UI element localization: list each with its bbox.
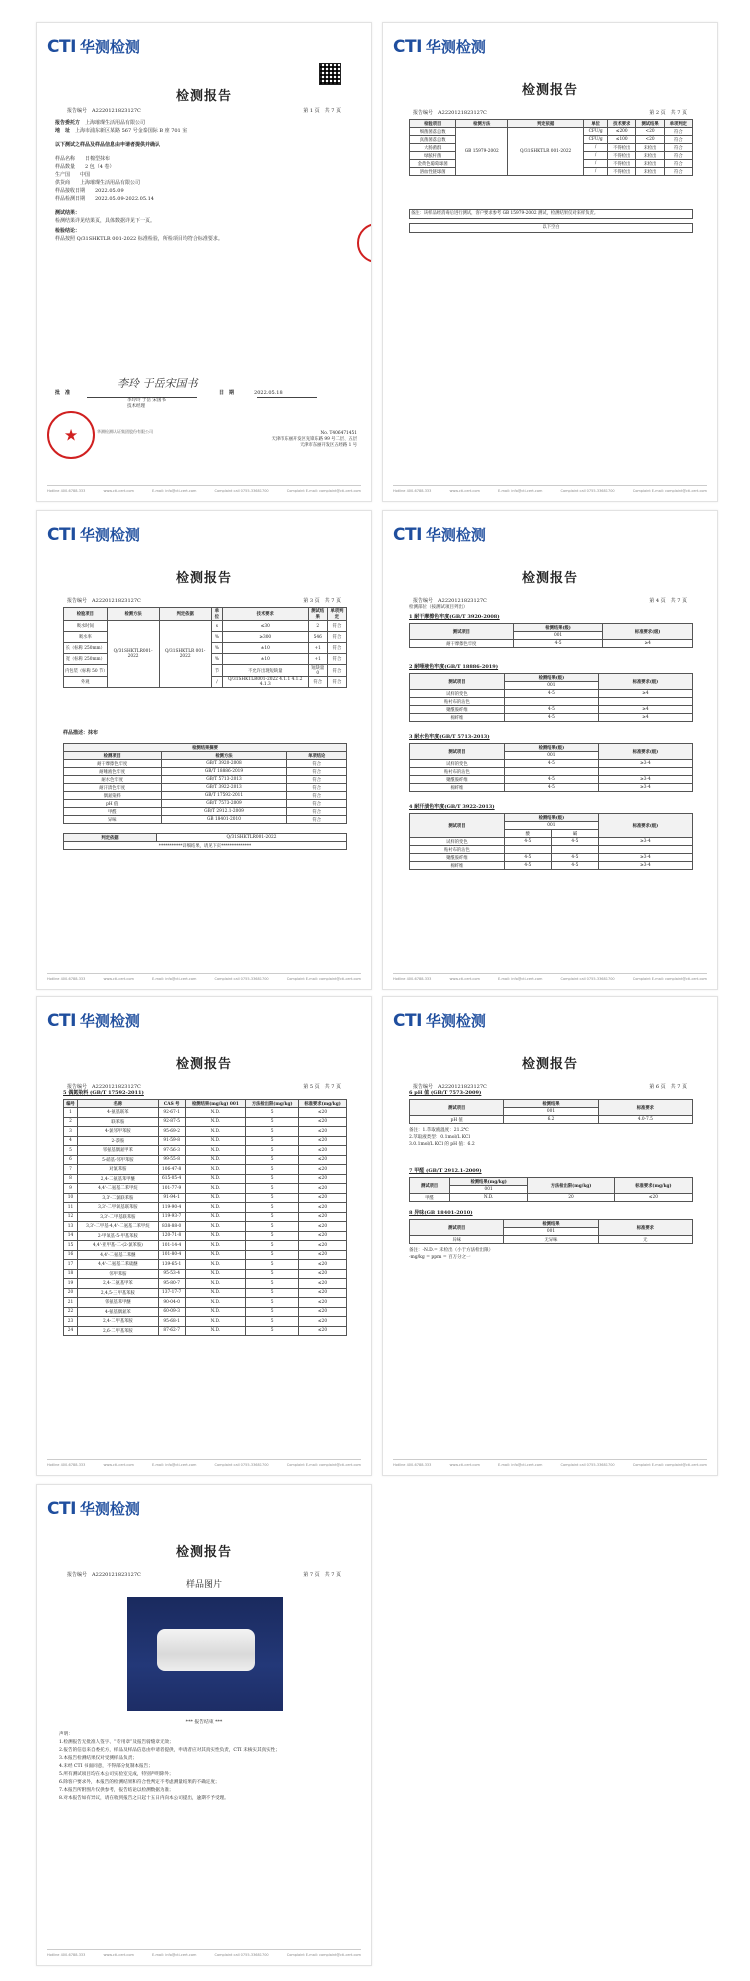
table-row: 19 2,4-二氨基甲苯 95-80-7 N.D. 5 ≤20	[64, 1279, 347, 1289]
table-header: 测试项目 检测结果(级) 标准要求(级)	[410, 624, 693, 632]
statement-item: 4.未经 CTI 书面同意，不得部分复制本报告；	[59, 1764, 153, 1769]
table-row: 试样的变色 4-5 ≥3-4	[410, 760, 693, 768]
table-header: 测试项目 检测结果(级) 标准要求(级)	[410, 814, 693, 822]
table-row: 2 联苯胺 92-87-5 N.D. 5 ≤20	[64, 1117, 347, 1127]
cti-logo: CTI 华测检测	[47, 1498, 140, 1519]
report-page-3: CTI 华测检测 检测报告 报告编号 A2220121823127C 第 3 页 共 7 页 检验项目 检测方法 判定依据 单位 技术要求 测试结果 单项判定 吸水时间 Q/31SHKTLR001-2022 Q/31SHKTLR 001-2022 s ≤30 2 符合 吸水率 % ≥300 546 符合 长（标称 250mm） % ±10 +1 符合 宽（标称 250mm） % ±10 +1 符合 内包装（标称 50 节） 节 不允许出现短缺量 短缺量 0 符合 外观 / Q/31SHKTLR001-2022 4.1.1 4.1.2 4.1.3 符合 符合 样品描述：抹布 检测结果摘要 检测项目 检测方法 单项结论 耐干摩擦色牢度 GB/T 3920-2008 符合 耐唾液色牢度 GB/T 18886-2019 符合 耐水色牢度 GB/T 5713-2013 符合 耐汗渍色牢度 GB/T 3922-2013 符合 偶氮染料 GB/T 17592-2011 符合 pH 值 GB/T 7573-2009 符合 甲醛 GB/T 2912.1-2009 符合 异味 GB 18401-2010 符合 判定依据 Q/31SHKTLR001-2022 ***********详细结果，请见下页************** Hotline 400-6788-333 www.cti-cert.com E-mail: info@cti-cert.com Complaint call 0755-33681700 Complaint E-mail: complaint@cti-cert.com	[36, 510, 372, 990]
table-row: 吸水时间 Q/31SHKTLR001-2022 Q/31SHKTLR 001-2022 s ≤30 2 符合	[64, 621, 347, 632]
azo-dyes-table	[63, 1099, 347, 1336]
table-row: 8 2,4-二氨基苯甲醚 615-05-4 N.D. 5 ≤20	[64, 1174, 347, 1184]
table-subheader: 001	[410, 1186, 693, 1194]
signature: 李玲 于岳宋国书	[117, 377, 198, 390]
table-row: 耐汗渍色牢度 GB/T 3922-2013 符合	[64, 784, 347, 792]
report-page-1: CTI 华测检测 检测报告 报告编号 A2220121823127C 第 1 页 共 7 页 报告委托方 上海璀璨生活用品有限公司 地 址 上海市浦东新区某路 567 号金泰国际 B 座 701 室 以下测试之样品及样品信息由申请者提供并确认 样品名称 日棉型抹布 样品数量 2 包（4 卷） 生产国 中国 供货商 上海璀璨生活用品有限公司 样品接收日期 2022.05.09 样品检测日期 2022.05.09-2022.05.14 测试结果： 检测结果详见结果页，具体数据详见下一页。 检验结论： 样品按照 Q/31SHKTLR 001-2022 标准检验，所检项目均符合标准要求。 李玲 于岳宋国书 批 准 日 期 2022.05.18 李玲玲 于岳 宋国书 技术经理 ★ 华测检测认证集团股份有限公司 No. T406471451 天津市东丽开发区先锋东路 99 号二层、五层 天津市东丽开发区五经路 1 号 Hotline 400-6788-333 www.cti-cert.com E-mail: info@cti-cert.com Complaint call 0755-33681700 Complaint E-mail: complaint@cti-cert.com	[36, 22, 372, 502]
statement-item: 8.对本报告如有异议，请在收到报告之日起十五日内向本公司提出，逾期不予受理。	[59, 1796, 229, 1801]
cti-logo: CTI 华测检测	[47, 524, 140, 545]
table-row: 偶氮染料 GB/T 17592-2011 符合	[64, 792, 347, 800]
table-row: 宽（标称 250mm） % ±10 +1 符合	[64, 654, 347, 665]
saliva-table	[409, 673, 693, 722]
qr-code-icon	[319, 63, 341, 85]
statement-item: 3.本报告检测结果仅对受测样品负责；	[59, 1756, 137, 1761]
table-row: 11 3,3'-二甲氧基联苯胺 119-90-4 N.D. 5 ≤20	[64, 1203, 347, 1213]
table-row: 聚酰胺纤维 4-5 ≥3-4	[410, 776, 693, 784]
report-title: 检测报告	[521, 571, 578, 586]
table-row: 长（标称 250mm） % ±10 +1 符合	[64, 643, 347, 654]
report-title: 检测报告	[175, 1545, 232, 1560]
report-title: 检测报告	[175, 1057, 232, 1072]
table-row: 17 4,4'-二氨基二苯硫醚 139-65-1 N.D. 5 ≤20	[64, 1260, 347, 1270]
page-footer: Hotline 400-6788-333 www.cti-cert.com E-mail: info@cti-cert.com Complaint call 0755-33681700 Complaint E-mail: complaint@cti-cert.com	[393, 1459, 707, 1467]
report-title: 检测报告	[175, 89, 232, 104]
page-footer: Hotline 400-6788-333 www.cti-cert.com E-mail: info@cti-cert.com Complaint call 0755-33681700 Complaint E-mail: complaint@cti-cert.com	[47, 1949, 361, 1957]
table-row: 金黄色葡萄球菌 / 不得检出 未检出 符合	[410, 160, 693, 168]
statement-item: 1.检测报告无批准人签字、“专用章”及报告骑缝章无效；	[59, 1740, 174, 1745]
table-row: 7 对氯苯胺 106-47-8 N.D. 5 ≤20	[64, 1165, 347, 1175]
table-row: 耐干摩擦色牢度 GB/T 3920-2008 符合	[64, 760, 347, 768]
table-row: 甲醛 GB/T 2912.1-2009 符合	[64, 808, 347, 816]
table-header: 检验项目 检测方法 判定依据 单位 技术要求 测试结果 单项判定	[410, 120, 693, 128]
table-row: 18 邻甲苯胺 95-53-4 N.D. 5 ≤20	[64, 1269, 347, 1279]
table-row: 贴衬布的沾色	[410, 846, 693, 854]
report-title: 检测报告	[521, 83, 578, 98]
edge-seal-stamp	[357, 223, 372, 263]
table-title: 检测结果摘要	[64, 744, 347, 752]
odor-table	[409, 1219, 693, 1244]
table-row: 棉纤维 4-5 ≥4	[410, 714, 693, 722]
table-row: 棉纤维 4-5 4-5 ≥3-4	[410, 862, 693, 870]
table-row: 5 邻氨基偶氮甲苯 97-56-3 N.D. 5 ≤20	[64, 1146, 347, 1156]
statement-item: 6.除客户要求外，本报告的检测结果和符合性判定不考虑测量结果的不确定度；	[59, 1780, 220, 1785]
statement-item: 5.所有测试项目均在本公司实验室完成，特别声明除外；	[59, 1772, 174, 1777]
table-row: 聚酰胺纤维 4-5 4-5 ≥3-4	[410, 854, 693, 862]
table-row: 甲醛 N.D. 20 ≤20	[410, 1194, 693, 1202]
physical-results-table	[63, 607, 347, 688]
table-row: 21 邻氨基苯甲醚 90-04-0 N.D. 5 ≤20	[64, 1298, 347, 1308]
table-row: 试样的变色 4-5 4-5 ≥3-4	[410, 838, 693, 846]
info-field: 生产国 中国	[55, 172, 91, 178]
table-subheader: 001	[410, 1108, 693, 1116]
report-title: 检测报告	[175, 571, 232, 586]
page-footer: Hotline 400-6788-333 www.cti-cert.com E-mail: info@cti-cert.com Complaint call 0755-33681700 Complaint E-mail: complaint@cti-cert.com	[47, 485, 361, 493]
table-row: 异味 GB 18401-2010 符合	[64, 816, 347, 824]
table-row: 22 4-氨基偶氮苯 60-09-3 N.D. 5 ≤20	[64, 1307, 347, 1317]
table-header: 编号 名称 CAS 号 检测结果(mg/kg) 001 方法检出限(mg/kg) 标准要求(mg/kg)	[64, 1100, 347, 1108]
table-row: 贴衬布的沾色	[410, 768, 693, 776]
table-subheader: 001	[410, 1228, 693, 1236]
page-footer: Hotline 400-6788-333 www.cti-cert.com E-mail: info@cti-cert.com Complaint call 0755-33681700 Complaint E-mail: complaint@cti-cert.com	[47, 1459, 361, 1467]
table-header: 测试项目 检测结果 标准要求	[410, 1220, 693, 1228]
table-row: 棉纤维 4-5 ≥3-4	[410, 784, 693, 792]
info-field: 样品检测日期 2022.05.09-2022.05.14	[55, 196, 154, 202]
table-row: 绿脓杆菌 / 不得检出 未检出 符合	[410, 152, 693, 160]
page-footer: Hotline 400-6788-333 www.cti-cert.com E-mail: info@cti-cert.com Complaint call 0755-33681700 Complaint E-mail: complaint@cti-cert.com	[393, 485, 707, 493]
table-row: 聚酰胺纤维 4-5 ≥4	[410, 706, 693, 714]
table-row: 溶血性链球菌 / 不得检出 未检出 符合	[410, 168, 693, 176]
statement-item: 2.报告的信息来自委托方，样品及样品信息由申请者提供，申请者应对其真实性负责，CTI 未核实其真实性；	[59, 1748, 280, 1753]
table-header: 检验项目 检测方法 判定依据 单位 技术要求 测试结果 单项判定	[64, 608, 347, 621]
report-page-5: CTI 华测检测 检测报告 报告编号 A2220121823127C 第 5 页 共 7 页 5 偶氮染料 (GB/T 17592-2011) 编号 名称 CAS 号 检测结果(mg/kg) 001 方法检出限(mg/kg) 标准要求(mg/kg) 1 4-氨基联苯 92-67-1 N.D. 5 ≤20 2 联苯胺 92-87-5 N.D. 5 ≤20 3 4-氯邻甲苯胺 95-69-2 N.D. 5 ≤20 4 2-萘胺 91-59-8 N.D. 5 ≤20 5 邻氨基偶氮甲苯 97-56-3 N.D. 5 ≤20 6 5-硝基-邻甲苯胺 99-55-8 N.D. 5 ≤20 7 对氯苯胺 106-47-8 N.D. 5 ≤20 8 2,4-二氨基苯甲醚 615-05-4 N.D. 5 ≤20 9 4,4'-二氨基二苯甲烷 101-77-9 N.D. 5 ≤20 10 3,3'-二氯联苯胺 91-94-1 N.D. 5 ≤20 11 3,3'-二甲氧基联苯胺 119-90-4 N.D. 5 ≤20 12 3,3'-二甲基联苯胺 119-93-7 N.D. 5 ≤20 13 3,3'-二甲基-4,4'-二氨基二苯甲烷 838-88-0 N.D. 5 ≤20 14 2-甲氧基-5-甲基苯胺 120-71-8 N.D. 5 ≤20 15 4,4'-亚甲基-二-(2-氯苯胺) 101-14-4 N.D. 5 ≤20 16 4,4'-二氨基二苯醚 101-80-4 N.D. 5 ≤20 17 4,4'-二氨基二苯硫醚 139-65-1 N.D. 5 ≤20 18 邻甲苯胺 95-53-4 N.D. 5 ≤20 19 2,4-二氨基甲苯 95-80-7 N.D. 5 ≤20 20 2,4,5-三甲基苯胺 137-17-7 N.D. 5 ≤20 21 邻氨基苯甲醚 90-04-0 N.D. 5 ≤20 22 4-氨基偶氮苯 60-09-3 N.D. 5 ≤20 23 2,4-二甲基苯胺 95-68-1 N.D. 5 ≤20 24 2,6-二甲基苯胺 87-62-7 N.D. 5 ≤20 Hotline 400-6788-333 www.cti-cert.com E-mail: info@cti-cert.com Complaint call 0755-33681700 Complaint E-mail: complaint@cti-cert.com	[36, 996, 372, 1476]
table-row: 15 4,4'-亚甲基-二-(2-氯苯胺) 101-14-4 N.D. 5 ≤20	[64, 1241, 347, 1251]
table-row: 24 2,6-二甲基苯胺 87-62-7 N.D. 5 ≤20	[64, 1326, 347, 1336]
table-row: 内包装（标称 50 节） 节 不允许出现短缺量 短缺量 0 符合	[64, 665, 347, 677]
page-footer: Hotline 400-6788-333 www.cti-cert.com E-mail: info@cti-cert.com Complaint call 0755-33681700 Complaint E-mail: complaint@cti-cert.com	[393, 973, 707, 981]
table-row: 外观 / Q/31SHKTLR001-2022 4.1.1 4.1.2 4.1.3 符合 符合	[64, 677, 347, 688]
table-row: 9 4,4'-二氨基二苯甲烷 101-77-9 N.D. 5 ≤20	[64, 1184, 347, 1194]
table-row: 12 3,3'-二甲基联苯胺 119-93-7 N.D. 5 ≤20	[64, 1212, 347, 1222]
table-row: 异味 无异味 无	[410, 1236, 693, 1244]
table-row: 耐干摩擦色牢度 4-5 ≥4	[410, 640, 693, 648]
report-title: 检测报告	[521, 1057, 578, 1072]
table-header: 测试项目 检测结果(级) 标准要求(级)	[410, 674, 693, 682]
formaldehyde-table	[409, 1177, 693, 1202]
table-row: 1 4-氨基联苯 92-67-1 N.D. 5 ≤20	[64, 1108, 347, 1118]
table-row: 23 2,4-二甲基苯胺 95-68-1 N.D. 5 ≤20	[64, 1317, 347, 1327]
info-field: 样品名称 日棉型抹布	[55, 156, 111, 162]
table-row: 耐水色牢度 GB/T 5713-2013 符合	[64, 776, 347, 784]
microbial-results-table	[409, 119, 693, 176]
table-header: 检测项目 检测方法 单项结论	[64, 752, 347, 760]
table-subheader: 001	[410, 822, 693, 830]
perspiration-table	[409, 813, 693, 870]
cti-logo: CTI 华测检测	[47, 36, 140, 57]
table-row: pH 值 6.2 4.0-7.5	[410, 1116, 693, 1124]
report-page-2: CTI 华测检测 检测报告 报告编号 A2220121823127C 第 2 页 共 7 页 检验项目 检测方法 判定依据 单位 技术要求 测试结果 单项判定 细菌菌落总数 GB 15979-2002 Q/31SHKTLR 001-2022 CFU/g ≤200 <20 符合 真菌菌落总数 CFU/g ≤100 <20 符合 大肠菌群 / 不得检出 未检出 符合 绿脓杆菌 / 不得检出 未检出 符合 金黄色葡萄球菌 / 不得检出 未检出 符合 溶血性链球菌 / 不得检出 未检出 符合 备注：该样品经消毒后进行测试，客户要求参考 GB 15979-2002 测试，检测结果仅对来样负责。 以下空白 Hotline 400-6788-333 www.cti-cert.com E-mail: info@cti-cert.com Complaint call 0755-33681700 Complaint E-mail: complaint@cti-cert.com	[382, 22, 718, 502]
table-row: 试样的变色 4-5 ≥4	[410, 690, 693, 698]
table-header: 测试项目 检测结果(mg/kg) 方法检出限(mg/kg) 标准要求(mg/kg)	[410, 1178, 693, 1186]
table-row: pH 值 GB/T 7573-2009 符合	[64, 800, 347, 808]
table-row: 13 3,3'-二甲基-4,4'-二氨基二苯甲烷 838-88-0 N.D. 5 ≤20	[64, 1222, 347, 1232]
water-table	[409, 743, 693, 792]
table-row: 真菌菌落总数 CFU/g ≤100 <20 符合	[410, 136, 693, 144]
table-subheader: 001	[410, 682, 693, 690]
cti-logo: CTI 华测检测	[47, 1010, 140, 1031]
table-row: 14 2-甲氧基-5-甲基苯胺 120-71-8 N.D. 5 ≤20	[64, 1231, 347, 1241]
table-row: 大肠菌群 / 不得检出 未检出 符合	[410, 144, 693, 152]
ph-table	[409, 1099, 693, 1124]
sample-photo	[127, 1597, 283, 1711]
info-field: 样品数量 2 包（4 卷）	[55, 164, 115, 170]
report-page-7: CTI 华测检测 检测报告 报告编号 A2220121823127C 第 7 页 共 7 页 样品图片 *** 报告结束 *** 声明： 1.检测报告无批准人签字、“专用章”及报告骑缝章无效； 2.报告的信息来自委托方，样品及样品信息由申请者提供，申请者应对其真实性负责，CTI 未核实其真实性； 3.本报告检测结果仅对受测样品负责； 4.未经 CTI 书面同意，不得部分复制本报告； 5.所有测试项目均在本公司实验室完成，特别声明除外； 6.除客户要求外，本报告的检测结果和符合性判定不考虑测量结果的不确定度； 7.本报告所附图片仅供参考，报告结论以检测数据为准； 8.对本报告如有异议，请在收到报告之日起十五日内向本公司提出，逾期不予受理。 Hotline 400-6788-333 www.cti-cert.com E-mail: info@cti-cert.com Complaint call 0755-33681700 Complaint E-mail: complaint@cti-cert.com	[36, 1484, 372, 1966]
report-page-6: CTI 华测检测 检测报告 报告编号 A2220121823127C 第 6 页 共 7 页 6 pH 值 (GB/T 7573-2009) 测试项目 检测结果 标准要求 001 pH 值 6.2 4.0-7.5 备注：1.萃取液温度：21.2℃ 2.萃取液类型：0.1mol/L KCl 3.0.1mol/L KCl 的 pH 值：6.2 7 甲醛 (GB/T 2912.1-2009) 测试项目 检测结果(mg/kg) 方法检出限(mg/kg) 标准要求(mg/kg) 001 甲醛 N.D. 20 ≤20 8 异味(GB 18401-2010) 测试项目 检测结果 标准要求 001 异味 无异味 无 备注：-N.D.= 未检出（小于方法检出限） -mg/kg = ppm = 百万分之一 Hotline 400-6788-333 www.cti-cert.com E-mail: info@cti-cert.com Complaint call 0755-33681700 Complaint E-mail: complaint@cti-cert.com	[382, 996, 718, 1476]
cti-logo: CTI 华测检测	[393, 36, 486, 57]
page-footer: Hotline 400-6788-333 www.cti-cert.com E-mail: info@cti-cert.com Complaint call 0755-33681700 Complaint E-mail: complaint@cti-cert.com	[47, 973, 361, 981]
seal-stamp: ★	[47, 411, 95, 459]
table-row: 4 2-萘胺 91-59-8 N.D. 5 ≤20	[64, 1136, 347, 1146]
table-row: 3 4-氯邻甲苯胺 95-69-2 N.D. 5 ≤20	[64, 1127, 347, 1137]
dry-rub-table	[409, 623, 693, 648]
info-field: 供货商 上海璀璨生活用品有限公司	[55, 180, 141, 186]
table-subheader: 001	[410, 632, 693, 640]
table-header: 测试项目 检测结果(级) 标准要求(级)	[410, 744, 693, 752]
table-row: 耐唾液色牢度 GB/T 18886-2019 符合	[64, 768, 347, 776]
table-row: 吸水率 % ≥300 546 符合	[64, 632, 347, 643]
table-row: 20 2,4,5-三甲基苯胺 137-17-7 N.D. 5 ≤20	[64, 1288, 347, 1298]
cti-logo: CTI 华测检测	[393, 524, 486, 545]
table-row: 6 5-硝基-邻甲苯胺 99-55-8 N.D. 5 ≤20	[64, 1155, 347, 1165]
table-row: 16 4,4'-二氨基二苯醚 101-80-4 N.D. 5 ≤20	[64, 1250, 347, 1260]
table-row: 10 3,3'-二氯联苯胺 91-94-1 N.D. 5 ≤20	[64, 1193, 347, 1203]
basis-table: 判定依据 Q/31SHKTLR001-2022 ***********详细结果，请见下页**************	[63, 833, 347, 850]
table-subheader: 001	[410, 752, 693, 760]
table-row: 细菌菌落总数 GB 15979-2002 Q/31SHKTLR 001-2022 CFU/g ≤200 <20 符合	[410, 128, 693, 136]
table-row: 贴衬布的沾色	[410, 698, 693, 706]
table-header: 测试项目 检测结果 标准要求	[410, 1100, 693, 1108]
summary-table	[63, 743, 347, 824]
table-subheader: 酸 碱	[410, 830, 693, 838]
statement-item: 7.本报告所附图片仅供参考，报告结论以检测数据为准；	[59, 1788, 174, 1793]
info-field: 样品接收日期 2022.05.09	[55, 188, 124, 194]
report-page-4: CTI 华测检测 检测报告 报告编号 A2220121823127C 第 4 页 共 7 页 检测部位（按测试项目列出） 1 耐干摩擦色牢度(GB/T 3920-2008) 测试项目 检测结果(级) 标准要求(级) 001 耐干摩擦色牢度 4-5 ≥4 2 耐唾液色牢度(GB/T 18886-2019) 测试项目 检测结果(级) 标准要求(级) 001 试样的变色 4-5 ≥4 贴衬布的沾色 聚酰胺纤维 4-5 ≥4 棉纤维 4-5 ≥4 3 耐水色牢度(GB/T 5713-2013) 测试项目 检测结果(级) 标准要求(级) 001 试样的变色 4-5 ≥3-4 贴衬布的沾色 聚酰胺纤维 4-5 ≥3-4 棉纤维 4-5 ≥3-4 4 耐汗渍色牢度(GB/T 3922-2013) 测试项目 检测结果(级) 标准要求(级) 001 酸 碱 试样的变色 4-5 4-5 ≥3-4 贴衬布的沾色 聚酰胺纤维 4-5 4-5 ≥3-4 棉纤维 4-5 4-5 ≥3-4 Hotline 400-6788-333 www.cti-cert.com E-mail: info@cti-cert.com Complaint call 0755-33681700 Complaint E-mail: complaint@cti-cert.com	[382, 510, 718, 990]
cti-logo: CTI 华测检测	[393, 1010, 486, 1031]
